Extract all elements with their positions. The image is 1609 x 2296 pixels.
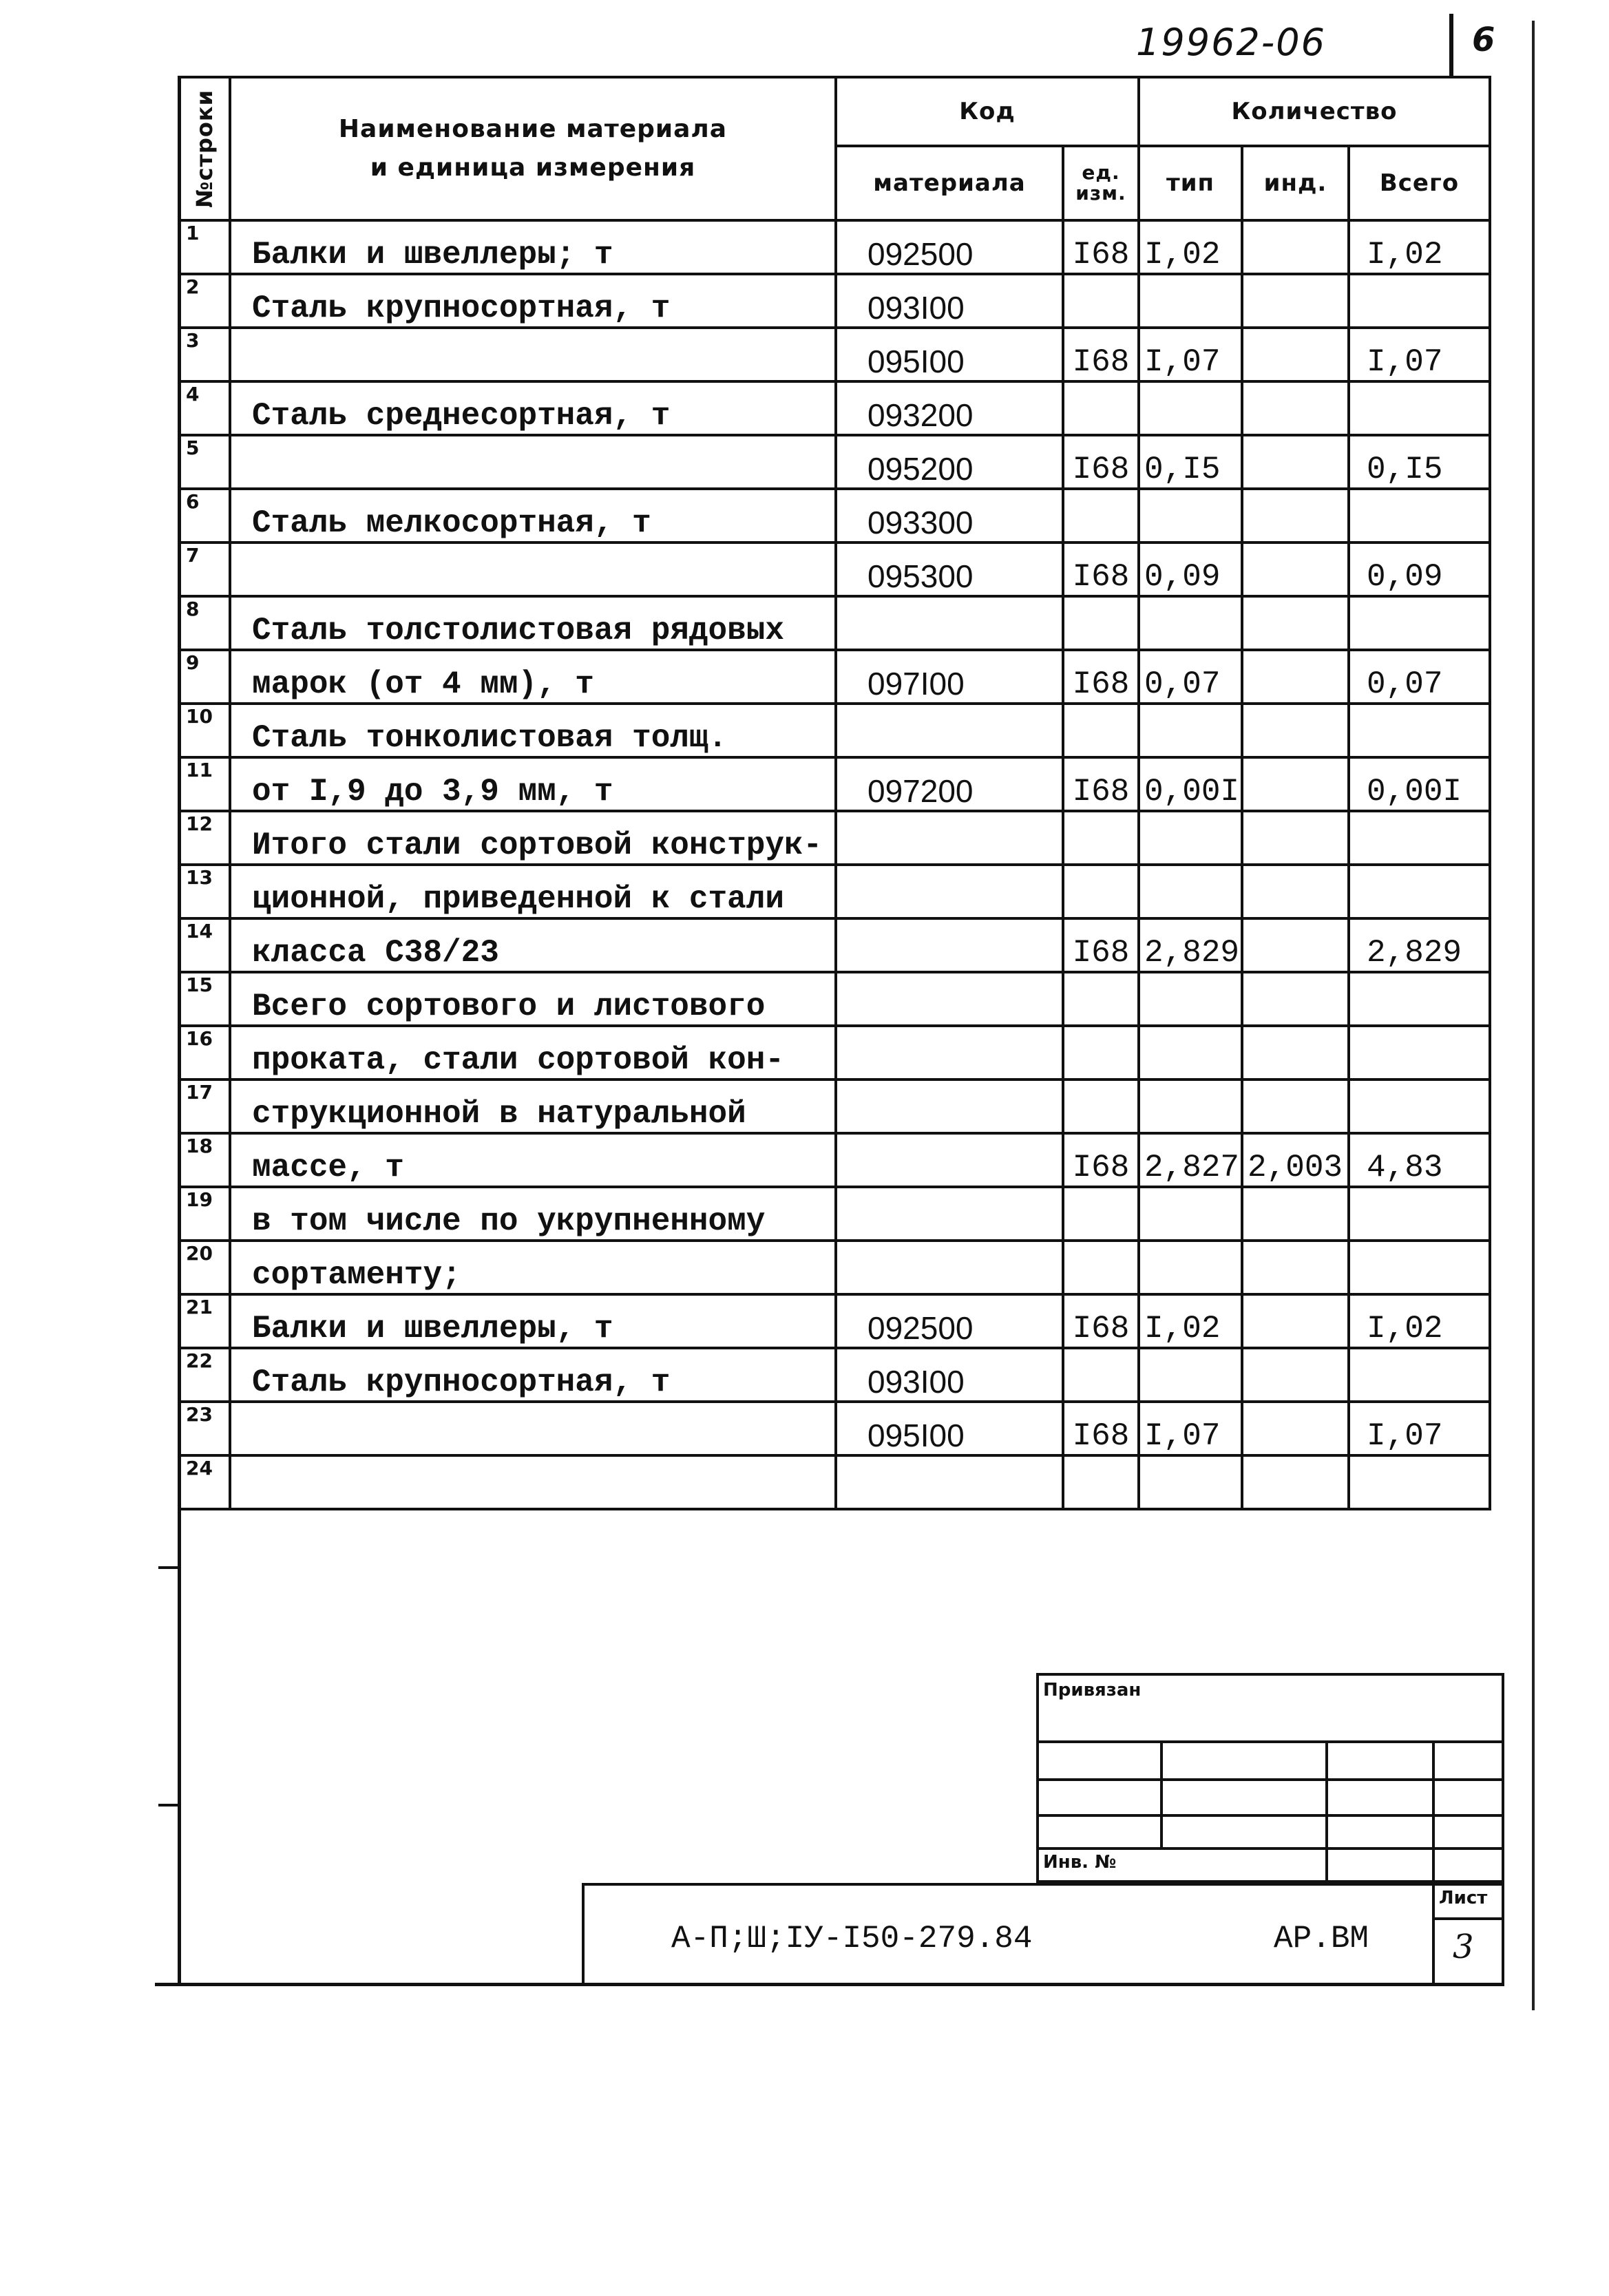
unit-code: I68 <box>1063 918 1139 972</box>
material-code <box>836 1241 1063 1294</box>
quantity-total: I,07 <box>1349 1402 1490 1455</box>
table-row <box>179 704 1490 757</box>
tie-in-col-line <box>1160 1740 1163 1847</box>
quantity-type: I,07 <box>1139 328 1242 381</box>
quantity-ind <box>1242 274 1349 328</box>
quantity-type: 2,829 <box>1139 918 1242 972</box>
quantity-total <box>1349 1187 1490 1241</box>
unit-code <box>1063 381 1139 435</box>
row-number: 24 <box>179 1455 230 1509</box>
header-divider <box>1449 14 1453 76</box>
stamp-section-code: АР.ВМ <box>1274 1921 1369 1957</box>
material-name: в том числе по укрупненному <box>230 1187 836 1241</box>
material-name: Сталь мелкосортная, т <box>230 489 836 543</box>
row-number: 16 <box>179 1026 230 1079</box>
material-code <box>836 1079 1063 1133</box>
table-row <box>179 1187 1490 1241</box>
quantity-type: 2,827 <box>1139 1133 1242 1187</box>
table-body <box>179 220 1490 1509</box>
header-code: Код <box>836 77 1139 146</box>
material-code <box>836 1026 1063 1079</box>
quantity-ind <box>1242 543 1349 596</box>
material-name: Сталь среднесортная, т <box>230 381 836 435</box>
quantity-type <box>1139 1241 1242 1294</box>
table-row <box>179 1079 1490 1133</box>
material-name: класса С38/23 <box>230 918 836 972</box>
quantity-type <box>1139 596 1242 650</box>
frame-tick <box>158 1804 179 1807</box>
material-code <box>836 1187 1063 1241</box>
material-name: Балки и швеллеры, т <box>230 1294 836 1348</box>
quantity-total <box>1349 1026 1490 1079</box>
unit-code <box>1063 1348 1139 1402</box>
table-row <box>179 811 1490 865</box>
material-code: 092500 <box>836 1294 1063 1348</box>
row-number: 4 <box>179 381 230 435</box>
quantity-total <box>1349 1079 1490 1133</box>
quantity-total <box>1349 1241 1490 1294</box>
table-row <box>179 1402 1490 1455</box>
header-ind: инд. <box>1242 146 1349 220</box>
material-name: массе, т <box>230 1133 836 1187</box>
row-number: 2 <box>179 274 230 328</box>
quantity-type: I,07 <box>1139 1402 1242 1455</box>
quantity-type <box>1139 704 1242 757</box>
quantity-type <box>1139 1026 1242 1079</box>
quantity-ind <box>1242 220 1349 274</box>
quantity-ind <box>1242 328 1349 381</box>
quantity-total <box>1349 865 1490 918</box>
quantity-type: I,02 <box>1139 220 1242 274</box>
quantity-type <box>1139 1079 1242 1133</box>
quantity-type: I,02 <box>1139 1294 1242 1348</box>
material-name: Сталь тонколистовая толщ. <box>230 704 836 757</box>
table-row <box>179 274 1490 328</box>
quantity-ind <box>1242 1348 1349 1402</box>
stamp-sheet-label: Лист <box>1439 1888 1488 1908</box>
unit-code <box>1063 1079 1139 1133</box>
material-code <box>836 811 1063 865</box>
quantity-ind <box>1242 704 1349 757</box>
quantity-type: 0,I5 <box>1139 435 1242 489</box>
material-code: 097200 <box>836 757 1063 811</box>
material-code: 097I00 <box>836 650 1063 704</box>
material-code: 093200 <box>836 381 1063 435</box>
quantity-total: 2,829 <box>1349 918 1490 972</box>
stamp-divider <box>1432 1917 1504 1920</box>
quantity-type <box>1139 972 1242 1026</box>
quantity-ind <box>1242 435 1349 489</box>
material-code <box>836 865 1063 918</box>
table-row <box>179 489 1490 543</box>
row-number: 11 <box>179 757 230 811</box>
unit-code <box>1063 1026 1139 1079</box>
unit-code <box>1063 1187 1139 1241</box>
material-name: Сталь крупносортная, т <box>230 274 836 328</box>
row-number: 22 <box>179 1348 230 1402</box>
quantity-type: 0,09 <box>1139 543 1242 596</box>
table-row <box>179 1294 1490 1348</box>
quantity-ind <box>1242 1294 1349 1348</box>
quantity-ind <box>1242 1455 1349 1509</box>
row-number: 6 <box>179 489 230 543</box>
material-name: Сталь толстолистовая рядовых <box>230 596 836 650</box>
material-code <box>836 596 1063 650</box>
unit-code: I68 <box>1063 757 1139 811</box>
quantity-type: 0,07 <box>1139 650 1242 704</box>
document-number: 19962-06 <box>1136 21 1326 64</box>
unit-code <box>1063 1241 1139 1294</box>
material-code: 093300 <box>836 489 1063 543</box>
table-row <box>179 596 1490 650</box>
unit-code: I68 <box>1063 1294 1139 1348</box>
quantity-ind <box>1242 1402 1349 1455</box>
unit-code: I68 <box>1063 1133 1139 1187</box>
material-code: 095300 <box>836 543 1063 596</box>
quantity-ind <box>1242 1079 1349 1133</box>
quantity-ind <box>1242 918 1349 972</box>
material-name: Всего сортового и листового <box>230 972 836 1026</box>
quantity-total <box>1349 596 1490 650</box>
row-number: 1 <box>179 220 230 274</box>
table-row <box>179 328 1490 381</box>
row-number: 9 <box>179 650 230 704</box>
material-name: Балки и швеллеры; т <box>230 220 836 274</box>
unit-code <box>1063 865 1139 918</box>
unit-code: I68 <box>1063 435 1139 489</box>
unit-code: I68 <box>1063 1402 1139 1455</box>
table-row <box>179 972 1490 1026</box>
page-edge-line <box>1532 21 1535 2010</box>
quantity-total: I,02 <box>1349 1294 1490 1348</box>
table-row <box>179 757 1490 811</box>
material-name: сортаменту; <box>230 1241 836 1294</box>
row-number: 21 <box>179 1294 230 1348</box>
quantity-total: I,07 <box>1349 328 1490 381</box>
quantity-total: 0,I5 <box>1349 435 1490 489</box>
quantity-type <box>1139 1348 1242 1402</box>
material-specification-table <box>178 76 1491 1510</box>
quantity-ind <box>1242 811 1349 865</box>
quantity-total <box>1349 1455 1490 1509</box>
row-number: 10 <box>179 704 230 757</box>
quantity-total <box>1349 972 1490 1026</box>
row-number: 20 <box>179 1241 230 1294</box>
quantity-ind <box>1242 1241 1349 1294</box>
quantity-total: 4,83 <box>1349 1133 1490 1187</box>
inventory-number-label: Инв. № <box>1043 1852 1117 1873</box>
material-code: 093I00 <box>836 1348 1063 1402</box>
quantity-ind <box>1242 757 1349 811</box>
stamp-divider <box>1432 1883 1435 1986</box>
material-name: Итого стали сортовой конструк- <box>230 811 836 865</box>
table-row <box>179 918 1490 972</box>
quantity-ind <box>1242 650 1349 704</box>
table-row <box>179 543 1490 596</box>
material-name <box>230 328 836 381</box>
table-row <box>179 1455 1490 1509</box>
frame-tick <box>158 1566 179 1569</box>
row-number: 18 <box>179 1133 230 1187</box>
header-total: Всего <box>1349 146 1490 220</box>
row-number: 19 <box>179 1187 230 1241</box>
quantity-type: 0,00I <box>1139 757 1242 811</box>
stamp-document-code: А-П;Ш;IУ-I50-279.84 <box>671 1921 1033 1957</box>
unit-code: I68 <box>1063 220 1139 274</box>
material-name <box>230 1455 836 1509</box>
quantity-total: 0,07 <box>1349 650 1490 704</box>
row-number: 13 <box>179 865 230 918</box>
material-code <box>836 918 1063 972</box>
header-quantity: Количество <box>1139 77 1490 146</box>
material-code: 092500 <box>836 220 1063 274</box>
quantity-total: 0,00I <box>1349 757 1490 811</box>
material-code: 093I00 <box>836 274 1063 328</box>
quantity-type <box>1139 274 1242 328</box>
page-number: 6 <box>1472 21 1495 59</box>
unit-code: I68 <box>1063 650 1139 704</box>
quantity-total <box>1349 704 1490 757</box>
material-name <box>230 435 836 489</box>
quantity-total: 0,09 <box>1349 543 1490 596</box>
quantity-type <box>1139 381 1242 435</box>
row-number: 5 <box>179 435 230 489</box>
quantity-type <box>1139 811 1242 865</box>
quantity-ind <box>1242 489 1349 543</box>
header-material-name: Наименование материала и единица измерения <box>230 77 836 220</box>
material-name: Сталь крупносортная, т <box>230 1348 836 1402</box>
row-number: 17 <box>179 1079 230 1133</box>
row-number: 23 <box>179 1402 230 1455</box>
unit-code <box>1063 811 1139 865</box>
table-row <box>179 1348 1490 1402</box>
row-number: 8 <box>179 596 230 650</box>
material-code <box>836 704 1063 757</box>
material-code: 095I00 <box>836 328 1063 381</box>
frame-left-line <box>178 76 181 1983</box>
stamp-sheet-number: 3 <box>1453 1928 1474 1966</box>
quantity-total <box>1349 489 1490 543</box>
unit-code: I68 <box>1063 328 1139 381</box>
unit-code: I68 <box>1063 543 1139 596</box>
row-number: 14 <box>179 918 230 972</box>
unit-code <box>1063 274 1139 328</box>
unit-code <box>1063 489 1139 543</box>
quantity-total <box>1349 274 1490 328</box>
material-code <box>836 972 1063 1026</box>
row-number: 7 <box>179 543 230 596</box>
tie-in-label: Привязан <box>1043 1680 1142 1700</box>
quantity-ind <box>1242 1187 1349 1241</box>
table-row <box>179 220 1490 274</box>
header-unit: ед. изм. <box>1063 146 1139 220</box>
header-type: тип <box>1139 146 1242 220</box>
quantity-ind <box>1242 1026 1349 1079</box>
quantity-ind <box>1242 865 1349 918</box>
row-number: 15 <box>179 972 230 1026</box>
material-name: ционной, приведенной к стали <box>230 865 836 918</box>
quantity-total <box>1349 381 1490 435</box>
quantity-total <box>1349 1348 1490 1402</box>
unit-code <box>1063 972 1139 1026</box>
material-name: проката, стали сортовой кон- <box>230 1026 836 1079</box>
material-code <box>836 1133 1063 1187</box>
header-row-number: №строки <box>179 77 230 220</box>
quantity-ind: 2,003 <box>1242 1133 1349 1187</box>
material-name: марок (от 4 мм), т <box>230 650 836 704</box>
table-row <box>179 1241 1490 1294</box>
table-row <box>179 435 1490 489</box>
material-code: 095200 <box>836 435 1063 489</box>
tie-in-col-line <box>1325 1740 1328 1883</box>
material-name <box>230 1402 836 1455</box>
unit-code <box>1063 1455 1139 1509</box>
quantity-type <box>1139 489 1242 543</box>
tie-in-col-line <box>1432 1740 1435 1883</box>
unit-code <box>1063 704 1139 757</box>
table-row <box>179 865 1490 918</box>
quantity-ind <box>1242 596 1349 650</box>
row-number: 12 <box>179 811 230 865</box>
row-number: 3 <box>179 328 230 381</box>
quantity-total <box>1349 811 1490 865</box>
material-code: 095I00 <box>836 1402 1063 1455</box>
quantity-ind <box>1242 972 1349 1026</box>
quantity-ind <box>1242 381 1349 435</box>
quantity-type <box>1139 865 1242 918</box>
table-row <box>179 650 1490 704</box>
header-material-code: материала <box>836 146 1063 220</box>
material-name: струкционной в натуральной <box>230 1079 836 1133</box>
table-row <box>179 1133 1490 1187</box>
quantity-type <box>1139 1455 1242 1509</box>
material-name <box>230 543 836 596</box>
material-name: от I,9 до 3,9 мм, т <box>230 757 836 811</box>
material-code <box>836 1455 1063 1509</box>
quantity-total: I,02 <box>1349 220 1490 274</box>
quantity-type <box>1139 1187 1242 1241</box>
table-row <box>179 381 1490 435</box>
unit-code <box>1063 596 1139 650</box>
table-row <box>179 1026 1490 1079</box>
